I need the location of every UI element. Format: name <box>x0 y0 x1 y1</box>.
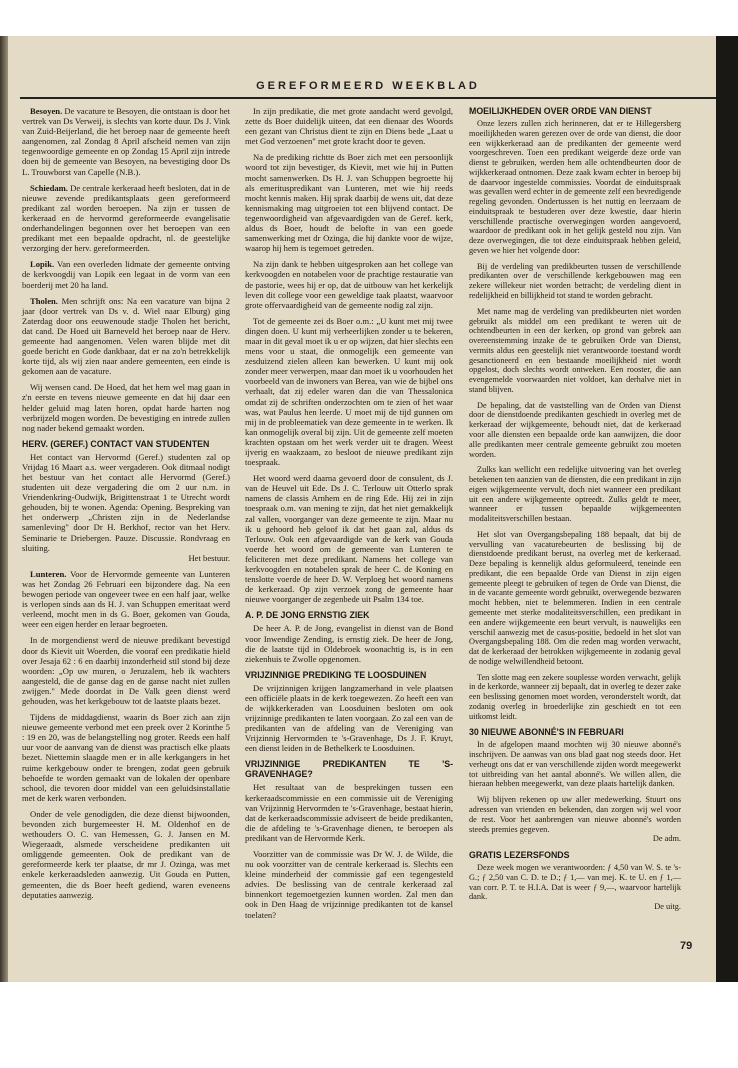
paragraph-text: Van een overleden lidmate der gemeente ontving de kerkvoogdij van Lopik een legaat in de vorm van een boerderij met 20 ha land. <box>22 259 230 290</box>
top-margin <box>0 0 738 36</box>
paragraph-text: In zijn predikatie, die met grote aandacht werd gevolgd, zette ds Boer duidelijk uiteen, dat een dienaar des Woords een gezant van Christus dient te zijn en Diens bede „Laat u met God verzoenen" met grote kracht door te geven. <box>245 106 453 147</box>
signature: De uitg. <box>654 902 681 912</box>
article-heading: A. P. DE JONG ERNSTIG ZIEK <box>245 610 370 621</box>
article-paragraph <box>469 863 681 912</box>
paragraph-text: Met name mag de verdeling van predikbeurten niet worden gebruikt als middel om een predikant te weren uit de ochtendbeurten in een der kerken, op grond van gebrek aan overeenstemming inzake de te gebruiken Orde van Dienst, vermits aldus een geestelijk niet verantwoorde toestand wordt gesanctioneerd en een bestaande moeilijkheid niet wordt opgelost, doch slechts wordt ontweken. Een rooster, die aan evengemelde voorwaarden niet voldoet, kan derhalve niet in stand blijven. <box>469 306 681 394</box>
paragraph-text: De centrale kerkeraad heeft besloten, dat in de nieuwe zevende predikantsplaats geen gereformeerd predikant zal worden beroepen. Na zijn er tussen de kerkeraad en de hervormd gereformeerde evangelisatie onderhandelingen begonnen over het beroepen van een predikant met een bepaalde opdracht, nl. de geestelijke verzorging der herv. gereformeerden. <box>22 182 230 254</box>
paragraph-text: Zulks kan wellicht een redelijke uitvoering van het overleg betekenen ten aanzien van de diensten, die een predikant in zijn eigen wijkgemeente vervult, doch niet wanneer een predikant uit een andere wijkgemeente optreedt. Zulks geldt te meer, wanneer er tussen bepaalde wijkgemeenten modaliteitsverschillen bestaan. <box>469 465 681 524</box>
article-paragraph <box>469 465 681 524</box>
article-paragraph <box>469 307 681 395</box>
paragraph-text: Onder de vele genodigden, die deze dienst bijwoonden, bevonden zich burgemeester H. M. Oldenhof en de wethouders O. C. van Hemessen, G. J. Jansen en M. Wiegeraadt, alsmede verscheidene predikanten uit omliggende gemeenten. Ook de predikant van de gereformeerde kerk ter plaatse, dr mr J. Ozinga, was met enkele kerkeraadsleden aanwezig. Uit Gouda en Putten, gemeenten, die ds Boer heeft gediend, waren eveneens deputaties aanwezig. <box>22 808 230 900</box>
article-heading: VRIJZINNIGE PREDIKING TE LOOSDUINEN <box>245 669 427 680</box>
article-paragraph <box>22 569 230 630</box>
paragraph-lead: Schiedam. <box>30 182 68 193</box>
article-heading: HERV. (GEREF.) CONTACT VAN STUDENTEN <box>22 438 210 449</box>
article-paragraph <box>469 530 681 667</box>
page-number: 79 <box>680 940 693 952</box>
article-paragraph <box>469 262 681 301</box>
paragraph-text: Wij blijven rekenen op uw aller medewerking. Stuurt ons adressen van vrienden en bekenden, dan zorgen wij wel voor de rest. Voor het aanbrengen van nieuwe abonné's worden steeds premies gegeven. <box>469 795 681 834</box>
column-right <box>469 106 681 918</box>
paragraph-text: Het resultaat van de besprekingen tussen een kerkeraadscommissie en een commissie uit de Vereniging van Vrijzinnig Hervormden te 's-Gravenhage, bestaat hierin, dat de kerkeraadscommissie adviseert de beide predikanten, die de afdeling te 's-Gravenhage dienen, te beroepen als predikant van de Hervormde Kerk. <box>245 782 453 843</box>
article-paragraph <box>22 635 230 706</box>
paragraph-text: Deze week mogen we verantwoorden: ƒ 4,50 van W. S. te 's-G.; ƒ 2,50 van C. D. te D.; ƒ 1,— van mej. K. te U. en ƒ 1,— van corr. P. T. te H.I.A. Dat is weer ƒ 9,—, waarvoor hartelijk dank. <box>469 863 681 902</box>
paragraph-lead: Besoyen. <box>30 106 63 116</box>
article-paragraph <box>469 673 681 722</box>
signature: Het bestuur. <box>188 552 230 563</box>
article-heading: GRATIS LEZERSFONDS <box>469 850 570 861</box>
article-paragraph <box>245 473 453 604</box>
paragraph-text: Het contact van Hervormd (Geref.) studenten zal op Vrijdag 16 Maart a.s. weer vergaderen. Ook ditmaal nodigt het bestuur van het contact alle Hervormd (Geref.) studenten uit deze vergadering die om 2 uur n.m. in Vriendenkring-Oudwijk, Brigittenstraat 1 te Utrecht wordt gehouden, bij te wonen. Agenda: Opening. Bespreking van het onderwerp „Christen zijn in de Nederlandse samenleving" door Dr H. Berkhof, rector van het Herv. Seminarie te Driebergen. Pauze. Discussie. Rondvraag en sluiting. <box>22 451 230 553</box>
paragraph-text: Na de prediking richtte ds Boer zich met een persoonlijk woord tot zijn bevestiger, ds Kievit, met wie hij in Putten mocht samenwerken. Ds H. J. van Schuppen begroette hij als emerituspredikant van Lunteren, met wie hij reeds mocht kennis maken. Hij sprak daarbij de wens uit, dat deze kennismaking mag uitgroeien tot een blijvend contact. De tegenwoordigheid van afgevaardigden van de Geref. kerk, aldus ds Boer, houdt de belofte in van een goede samenwerking met dr Ozinga, die hij dankte voor de wijze, waarop hij hem is tegemoet getreden. <box>245 152 453 254</box>
article-heading: MOEILIJKHEDEN OVER ORDE VAN DIENST <box>469 106 652 116</box>
article-paragraph <box>22 452 230 563</box>
paragraph-text: Men schrijft ons: Na een vacature van bijna 2 jaar (door vertrek van Ds v. d. Wiel naar Elburg) ging Zaterdag door ons eeuwenoude stadje Tholen het bericht, dat cand. De Hoed uit Barneveld het beroep naar de Herv. gemeente had aangenomen. Velen waren blijde met dit goede bericht en Gode dankbaar, dat er na zo'n betrekkelijk korte tijd, als wij zien naar andere gemeenten, een einde is gekomen aan de vacature. <box>22 295 230 377</box>
column-middle <box>245 106 453 926</box>
article-paragraph <box>245 782 453 843</box>
column-left <box>22 106 230 906</box>
running-head: GEREFORMEERD WEEKBLAD <box>256 80 480 92</box>
paragraph-text: Het slot van Overgangsbepaling 188 bepaalt, dat bij de vervulling van vacaturebeurten de beslissing bij de dienstdoende predikant berust, na overleg met de kerkeraad. Deze bepaling is kennelijk aldus geformuleerd, teneinde een predikant, die een bepaalde Orde van Dienst in zijn eigen gemeente pleegt te gebruiken of tegen de Orde van Dienst, die in de vacante gemeente wordt gebruikt, overwegende bezwaren mocht hebben, niet te belemmeren. Indien in een centrale gemeente met sterke modaliteitsverschillen, een predikant in een andere wijkgemeente een beurt vervult, is nauwelijks een verschil aanwezig met de casus-positie, bedoeld in het slot van Overgangsbepaling 188. Om die reden mag worden verwacht, dat de kerkeraad der betrokken wijkgemeente in zodanig geval de nodige welwillendheid betoont. <box>469 529 681 666</box>
article-paragraph <box>469 119 681 256</box>
paragraph-text: Voorzitter van de commissie was Dr W. J. de Wilde, die nu ook voorzitter van de centrale kerkeraad is. Slechts een kleine minderheid der commissie gaf een tegengesteld advies. De beslissing van de centrale kerkeraad zal binnenkort tegemoetgezien kunnen worden. Zal men dan ook in Den Haag de vrijzinnige predikanten tot de kansel toelaten? <box>245 849 453 920</box>
paragraph-text: De heer A. P. de Jong, evangelist in dienst van de Bond voor Inwendige Zending, is ernstig ziek. De heer de Jong, die de laatste tijd in Oldebroek woonachtig is, is in een ziekenhuis te Zwolle opgenomen. <box>245 623 453 664</box>
paragraph-text: Het woord werd daarna gevoerd door de consulent, ds J. van de Heuvel uit Ede. Ds J. C. Terlouw uit Otterlo sprak namens de classis Arnhem en de ring Ede. Hij zei in zijn toespraak o.m. van mening te zijn, dat het niet gemakkelijk zal vallen, voorganger van deze gemeente te zijn. Maar nu ik u gehoord heb geloof ik dat het gaan zal, aldus ds Terlouw. Ook een afgevaardigde van de kerk van Gouda voerde het woord om de gemeente van Lunteren te feliciteren met deze predikant. Namens het college van kerkvoogden en notabelen sprak de heer C. de Koning en tenslotte voerde de heer D. W. Verploeg het woord namens de kerkeraad. Op zijn verzoek zong de gemeente haar nieuwe voorganger de zegenbede uit Psalm 134 toe. <box>245 473 453 605</box>
article-paragraph <box>22 259 230 289</box>
paragraph-text: Wij wensen cand. De Hoed, dat het hem wel mag gaan in z'n eerste en tevens nieuwe gemeente en dat hij daar een helder geluid mag laten horen, opdat harde harten nog verbrijzeld mogen worden. De bevestiging en intrede zullen nog nader bekend gemaakt worden. <box>22 382 230 433</box>
article-paragraph <box>245 683 453 754</box>
article-paragraph <box>245 106 453 146</box>
scanner-edge <box>716 36 738 982</box>
signature: De adm. <box>652 834 681 844</box>
article-paragraph <box>245 316 453 467</box>
paragraph-text: De vacature te Besoyen, die ontstaan is door het vertrek van Ds Verweij, is slechts van korte duur. Ds J. Vink van Zuid-Beijerland, die het beroep naar de gemeente heeft aangenomen, zal Zondag 8 April afscheid nemen van zijn tegenwoordige gemeente en op Zondag 15 April zijn intrede doen bij de gemeente van Besoyen, na bevestiging door Ds L. Trouwborst van Capelle (N.B.). <box>22 106 230 177</box>
article-paragraph <box>22 183 230 254</box>
article-paragraph <box>245 152 453 253</box>
paragraph-text: Onze lezers zullen zich herinneren, dat er te Hillegersberg moeilijkheden waren gerezen over de orde van dienst, die door een wijkkerkeraad aan de predikanten der gemeente werd voorgeschreven. Toen een predikant weigerde deze orde van dienst te gebruiken, werden hem alle ochtendbeurten door de wijkkerkeraad ontnomen. Deze zaak kwam echter in beroep bij de daarvoor ingestelde commissies. Voordat de einduitspraak was gevallen werd echter in de gemeente zelf een bevredigende regeling gevonden. Ondertussen is het nuttig en leerzaam de einduitspraak te bestuderen over deze kwestie, daar hierin verschillende practische overwegingen worden aangevoerd, waardoor de predikant ook in het gelijk gesteld nou zijn. Van deze overwegingen, die tot deze einduitspraak hebben geleid, geven we hier het volgende door: <box>469 119 681 255</box>
article-heading: 30 NIEUWE ABONNÉ'S IN FEBRUARI <box>469 727 624 738</box>
article-paragraph <box>22 106 230 177</box>
article-paragraph <box>245 849 453 920</box>
article-paragraph <box>469 740 681 789</box>
article-heading: VRIJZINNIGE PREDIKANTEN TE 'S-GRAVENHAGE? <box>245 759 453 780</box>
page-fold-shadow <box>0 36 8 982</box>
article-paragraph <box>22 382 230 432</box>
article-paragraph <box>245 623 453 663</box>
paragraph-text: Tijdens de middagdienst, waarin ds Boer zich aan zijn nieuwe gemeente verbond met een preek over 2 Korinthe 5 : 19 en 20, was de belangstelling nog groter. Reeds een half uur voor de aanvang van de dienst was practisch elke plaats bezet. Niettemin slaagde men er in alle kerkgangers in het ruime kerkgebouw onder te brengen, zodat geen gebruik behoefde te worden gemaakt van de lokalen der openbare school, die tevoren door middel van een geluidsinstallatie met de kerk waren verbonden. <box>22 712 230 803</box>
bottom-margin <box>0 982 738 1068</box>
paragraph-text: De vrijzinnigen krijgen langzamerhand in vele plaatsen een officiële plaats in de kerk toegewezen. Zo heeft een van de wijkkerkeraden van Loosduinen besloten om ook vrijzinnige predikanten te laten voorgaan. Zo zal een van de predikanten van de afdeling van de Vereniging van Vrijzinnig Hervormden te 's-Gravenhage, Ds J. F. Kruyt, een dienst leiden in de Bethelkerk te Loosduinen. <box>245 682 453 754</box>
article-paragraph <box>22 809 230 900</box>
paragraph-text: Tot de gemeente zei ds Boer o.m.: „U kunt met mij twee dingen doen. U kunt mij verheerlijken zonder u te bekeren, maar in dit geval moet ik u er op wijzen, dat hier slechts een mens voor u staat, die onmogelijk een gemeente van zesduizend zielen alleen kan bewerken. U kunt mij ook zonder meer verwerpen, maar dan moet ik u voorhouden het voorbeeld van de inwoners van Berea, van wie de bijbel ons verhaalt, dat zij edeler waren dan die van Thessalonica omdat zij de schriften onderzochten om te zien of het waar was, wat Paulus hen leerde. U moet mij de tijd gunnen om mij in de probleematiek van deze gemeente in te werken. Ik kan onmogelijk overal bij zijn. Uit de gemeente zelf moeten krachten opstaan om het werk verder uit te dragen. Weest ijverig en waakzaam, zo besloot de nieuwe predikant zijn toespraak. <box>245 315 453 468</box>
article-paragraph <box>469 795 681 844</box>
paragraph-lead: Tholen. <box>30 295 58 306</box>
paragraph-text: Ten slotte mag een zekere souplesse worden verwacht, gelijk in de kerkorde, wanneer zij bepaalt, dat in overleg te dezer zake een beslissing genomen moet worden, veronderstelt wordt, dat zodanig overleg in broederlijke zin geschiedt en tot een uitkomst leidt. <box>469 672 681 721</box>
paragraph-text: Bij de verdeling van predikbeurten tussen de verschillende predikanten over de verschillende kerkgebouwen mag een zekere willekeur niet worden betracht; de verdeling dient in redelijkheid en billijkheid tot stand te worden gebracht. <box>469 261 681 301</box>
paragraph-lead: Lunteren. <box>30 568 67 579</box>
paragraph-text: Voor de Hervormde gemeente van Lunteren was het Zondag 26 Februari een bijzondere dag. Na een bewogen periode van ongeveer twee en een half jaar, welke is verlopen sinds aan ds H. J. van Schuppen emeritaat werd verleend, mocht men in ds G. Boer, gekomen van Gouda, weer een eigen herder en leraar begroeten. <box>22 568 230 630</box>
paragraph-lead: Lopik. <box>30 259 55 270</box>
article-paragraph <box>22 296 230 377</box>
article-paragraph <box>469 401 681 460</box>
article-paragraph <box>22 712 230 803</box>
paragraph-text: In de afgelopen maand mochten wij 30 nieuwe abonné's inschrijven. De aanwas van ons blad gaat nog steeds door. Het verheugt ons dat er van verschillende zijden wordt meegewerkt tot uitbreiding van het aantal abonné's. We willen allen, die hieraan hebben meegewerkt, van deze plaats hartelijk danken. <box>469 740 681 789</box>
header-rule <box>20 97 716 99</box>
paragraph-text: De bepaling, dat de vaststelling van de Orden van Dienst door de dienstdoende predikanten geschiedt in overleg met de kerkeraad der wijkgemeente, behoudt niet, dat de kerkeraad voor alle diensten een bepaalde orde kan aanwijzen, die door alle predikanten meer centrale gemeente gebruikt zou moeten worden. <box>469 400 681 459</box>
article-paragraph <box>245 259 453 309</box>
paragraph-text: In de morgendienst werd de nieuwe predikant bevestigd door ds Kievit uit Woerden, die vooraf een predikatie hield over Jesaja 62 : 6 en daarbij inzonderheid stil stond bij deze woorden: „Op uw muren, o Jeruzalem, heb ik wachters aangesteld, die de ganse dag en de ganse nacht niet zullen zwijgen." Mede doordat in De Valk geen dienst werd gehouden, was het kerkgebouw tot de laatste plaats bezet. <box>22 635 230 706</box>
paragraph-text: Na zijn dank te hebben uitgesproken aan het college van kerkvoogden en notabelen voor de prachtige restauratie van de pastorie, wees hij er op, dat de uitbouw van het kerkelijk leven dit college voor een geweldige taak plaatst, waarvoor grote offervaardigheid van de gemeente nodig zal zijn. <box>245 259 453 310</box>
